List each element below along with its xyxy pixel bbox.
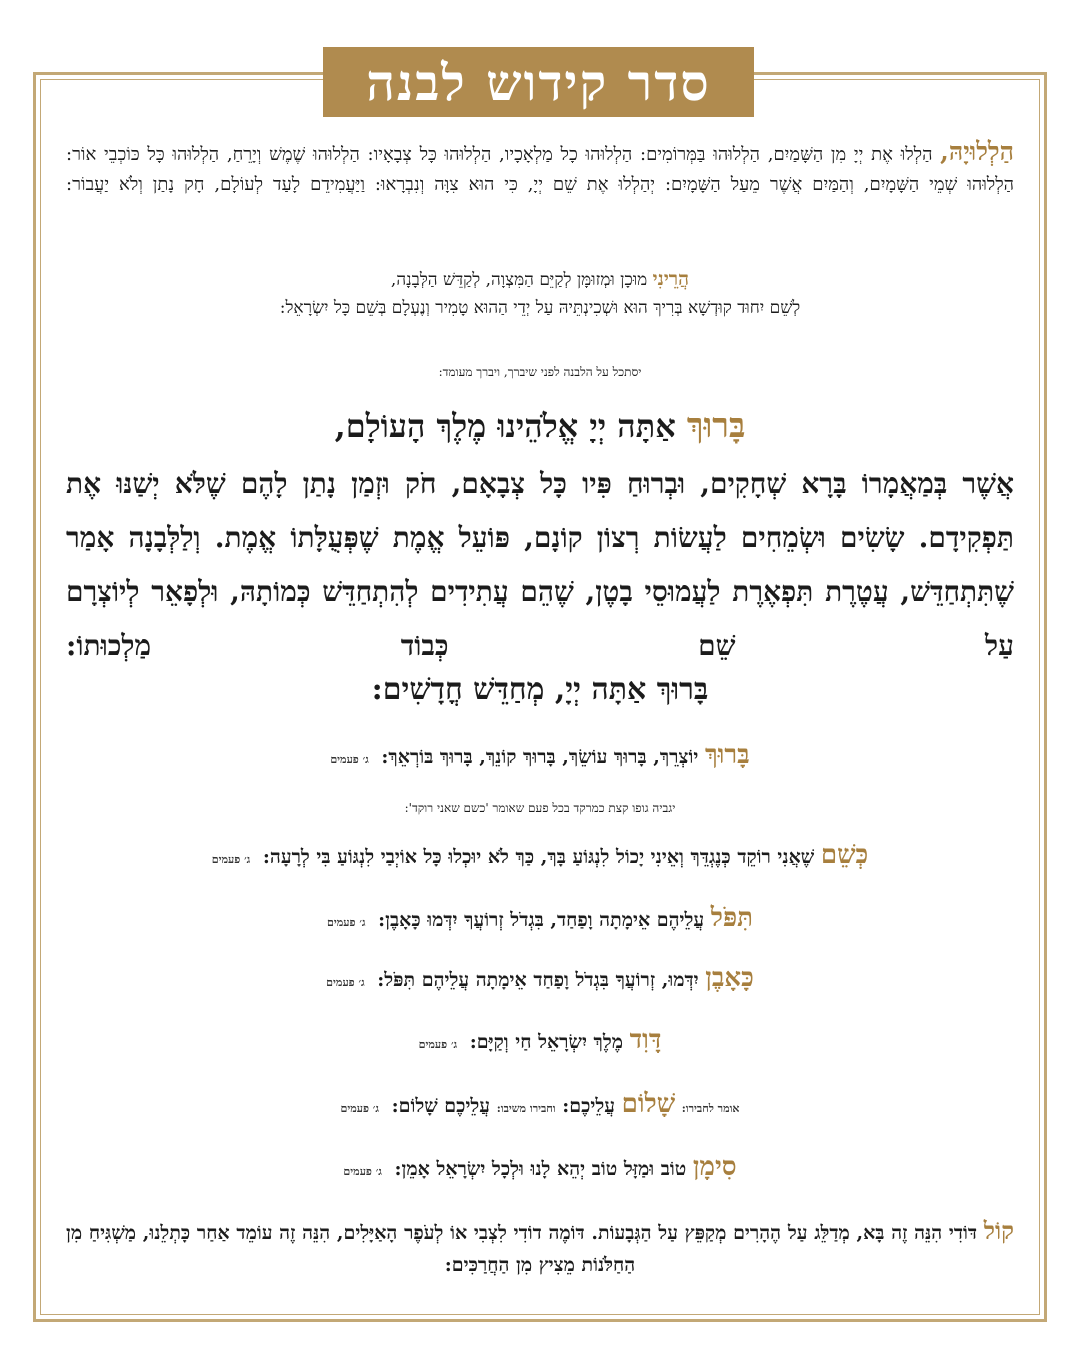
- kshem-line: [66, 840, 1014, 870]
- tipol-line: [66, 903, 1014, 933]
- line1-text: יוֹצְרֵךְ, בָּרוּךְ עוֹשֵׂךְ, בָּרוּךְ קוֹנֵךְ, בָּרוּךְ בּוֹרְאֵךְ:: [381, 746, 699, 768]
- line5-text: מֶלֶךְ יִשְׂרָאֵל חַי וְקַיָּם:: [469, 1031, 624, 1053]
- blessing-head-text: אַתָּה יְיָ אֱלֹהֵינוּ מֶלֶךְ הָעוֹלָם,: [334, 407, 676, 445]
- blessing-lead: בָּרוּךְ: [686, 406, 746, 446]
- line3-repeat-note: ג׳ פעמים: [327, 916, 366, 929]
- title-banner: [323, 47, 754, 117]
- kol-lead: קוֹל: [983, 1216, 1014, 1245]
- line7-lead: סִימָן: [692, 1152, 737, 1182]
- line6-text: עֲלֵיכֶם:: [562, 1095, 616, 1117]
- line3-lead: תִּפֹּל: [710, 903, 753, 933]
- line6-repeat-note: ג׳ פעמים: [340, 1102, 379, 1115]
- line5-repeat-note: ג׳ פעמים: [418, 1038, 458, 1051]
- line6-pre: אומר לחבירו:: [681, 1102, 740, 1115]
- blessing-closing: בָּרוּךְ אַתָּה יְיָ, מְחַדֵּשׁ חֳדָשִׁים:: [371, 672, 709, 707]
- line4-text: יִדְּמוּ, זְרוֹעֲךָ בִּגְדֹל וָפַחַד אֵימָתָה עֲלֵיהֶם תִּפֹּל:: [377, 969, 699, 991]
- hareini-lead: הֲרֵינִי: [652, 268, 690, 290]
- line4-lead: כָּאָבֶן: [705, 963, 754, 993]
- hareini-paragraph: [66, 265, 1014, 322]
- line5-lead: דָּוִד: [629, 1025, 662, 1055]
- kaaven-line: [66, 963, 1014, 993]
- line6-text2: עֲלֵיכֶם שָׁלוֹם:: [391, 1095, 491, 1117]
- halleluyah-lead: הַלְלוּיָהּ,: [940, 137, 1014, 166]
- shalom-line: [66, 1089, 1014, 1119]
- blessing-body: אֲשֶׁר בְּמַאֲמָרוֹ בָּרָא שְׁחָקִים, וּבְרוּחַ פִּיו כָּל צְבָאָם, חֹק וּזְמַן נָתַן לָהֶם שֶׁלֹּא יְשַׁנּוּ אֶת תַּפְקִידָם. שָׂשִׂים וּשְׂמֵחִים לַעֲשׂוֹת רְצוֹן קוֹנָם, פּוֹעֵל אֱמֶת שֶׁפְּעֻלָּתוֹ אֱמֶת. וְלַלְּבָנָה אָמַר שֶׁתִּתְחַדֵּשׁ, עֲטֶרֶת תִּפְאֶרֶת לַעֲמוּסֵי בָטֶן, שֶׁהֵם עֲתִידִים לְהִתְחַדֵּשׁ כְּמוֹתָהּ, וּלְפָאֵר לְיוֹצְרָם עַל שֵׁם כְּבוֹד מַלְכוּתוֹ:: [66, 467, 1014, 662]
- instruction-dance: יגביה גופו קצת כמרקד בכל פעם שאומר 'כשם שאני רוקד':: [404, 801, 676, 815]
- line4-repeat-note: ג׳ פעמים: [326, 976, 365, 989]
- blessing-heading: [66, 402, 1014, 450]
- line2-repeat-note: ג׳ פעמים: [211, 853, 251, 866]
- line1-lead: בָּרוּךְ: [704, 740, 750, 770]
- halleluyah-paragraph: [66, 137, 1014, 200]
- page-title: סדר קידוש לבנה: [366, 52, 711, 112]
- siman-tov-line: [66, 1152, 1014, 1182]
- hareini-text-1: מוּכָן וּמְזוּמָּן לְקַיֵּם הַמִּצְוָה, לְקַדֵּשׁ הַלְּבָנָה,: [390, 270, 648, 290]
- kol-dodi-paragraph: [66, 1215, 1014, 1281]
- line1-repeat-note: ג׳ פעמים: [330, 753, 369, 766]
- line2-text: שֶׁאֲנִי רוֹקֵד כְּנֶגְדֵּךְ וְאֵינִי יָכוֹל לִנְגּוֹעַ בָּךְ, כַּךְ לֹא יוּכְלוּ כָּל אוֹיְבַי לִנְגּוֹעַ בִּי לְרָעָה:: [262, 846, 815, 868]
- instruction-look-at-moon: יסתכל על הלבנה לפני שיברך, ויברך מעומד:: [438, 365, 642, 379]
- david-line: [66, 1025, 1014, 1055]
- prayer-text: [66, 125, 1014, 1305]
- line7-repeat-note: ג׳ פעמים: [343, 1165, 382, 1178]
- line6-mid: וחבירו משיבו:: [496, 1102, 556, 1115]
- line6-lead: שָׁלוֹם: [621, 1089, 676, 1119]
- baruch-yotzrech-line: [66, 740, 1014, 770]
- kol-text: דּוֹדִי הִנֵּה זֶה בָּא, מְדַלֵּג עַל הֶהָרִים מְקַפֵּץ עַל הַגְּבָעוֹת. דּוֹמֶה דוֹדִי לִצְבִי אוֹ לְעֹפֶר הָאַיָּלִים, הִנֵּה זֶה עוֹמֵד אַחַר כָּתְלֵנוּ, מַשְׁגִּיחַ מִן הַחַלֹּנוֹת מֵצִיץ מִן הַחֲרַכִּים:: [66, 1222, 978, 1276]
- line7-text: טוֹב וּמַזָּל טוֹב יְהֵא לָנוּ וּלְכָל יִשְׂרָאֵל אָמֵן:: [394, 1158, 687, 1180]
- line2-lead: כְּשֵׁם: [820, 840, 869, 870]
- hareini-text-2: לְשֵׁם יִחוּד קוּדְשָׁא בְּרִיךְ הוּא וּשְׁכִינְתֵּיהּ עַל יְדֵי הַהוּא טָמִיר וְנֶעְלָם בְּשֵׁם כָּל יִשְׂרָאֵל:: [279, 298, 801, 318]
- line3-text: עֲלֵיהֶם אֵימָתָה וָפַחַד, בִּגְדֹל זְרוֹעֲךָ יִדְּמוּ כָּאָבֶן:: [378, 909, 705, 931]
- halleluyah-text: הַלְלוּ אֶת יְיָ מִן הַשָּׁמַיִם, הַלְלוּהוּ בַּמְּרוֹמִים: הַלְלוּהוּ כָל מַלְאָכָיו, הַלְלוּהוּ כָּל צְבָאָיו: הַלְלוּהוּ שֶׁמֶשׁ וְיָרֵחַ, הַלְלוּהוּ כָּל כּוֹכְבֵי אוֹר: הַלְלוּהוּ שְׁמֵי הַשָּׁמָיִם, וְהַמַּיִם אֲשֶׁר מֵעַל הַשָּׁמָיִם: יְהַלְלוּ אֶת שֵׁם יְיָ, כִּי הוּא צִוָּה וְנִבְרָאוּ: וַיַּעֲמִידֵם לָעַד לְעוֹלָם, חָק נָתַן וְלֹא יַעֲבוֹר:: [66, 144, 1014, 195]
